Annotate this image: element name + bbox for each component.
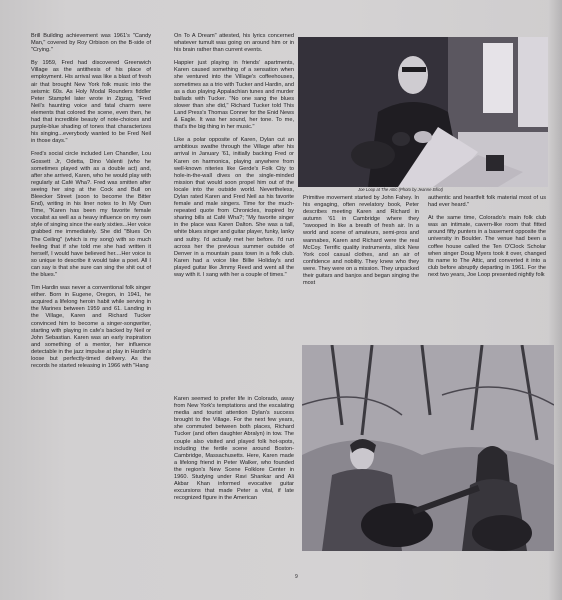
photo-man-pouring-coffee: [298, 37, 548, 187]
page-number: 9: [295, 574, 298, 580]
text-column-4: [428, 195, 546, 285]
photo-couple-with-guitars: [302, 345, 554, 551]
paragraph: Fred's social circle included Len Chandler, Lou Gossett Jr, Odetta, Dino Valenti (who he sometimes played with as a double act) and, after she arrived, Karen, who he would play with regularly at Café Wha?. Fred was smitten after seeing her sing at the Cock and Bull on Bleecker Street (soon to become the Bitter End), writing in his liner notes to In My Own Time, "Karen has been my favorite female vocalist as well as a heavy influence on my own style of singing since the early sixties...Her voice grabbed me immediately. She did "Blues On The Ceiling" (which is my song) with so much feeling that if she told me she had written it herself, I would have believed her....Her voice is so unique to describe it would take a poet. All I can say is that she sure can sing the shit out of the blues.": [31, 151, 152, 278]
paragraph: Primitive movement started by John Fahey. In his engaging, often revelatory book, Peter describes meeting Karen and Richard in autumn '61 in Cambridge where they "swooped in like a breath of fresh air. In a world and scene of amateurs, semi-pros and wannabes, Karen and Richard were the real McCoy. Terrific quality instruments, slick New York cool casual clothes, and an air of confidence and nobility. They knew who they were. They were on a mission. They unpacked their guitars and banjos and began singing the most: [303, 195, 419, 287]
paragraph: Like a polar opposite of Karen, Dylan cut an ambitious swathe through the Village after his arrival in January '61, initially backing Fred or Karen on harmonica, playing anywhere from well-known niteries like Gerde's Folk City to hole-in-the-wall dives on the single-minded mission that would soon propel him out of the locale into the outside world. Nevertheless, Dylan rated Karen and Fred Neil as his favorite female and male singers. Time for the much-repeated quote from Chronicles, inspired by sharing bills at Café Wha?; "My favorite singer in the place was Karen Dalton. She was a tall, white blues singer and guitar player, funky, lanky and sultry. I'd actually met her before. I'd run across her the previous summer outside of Denver in a mountain pass town in a folk club. Karen had a voice like Billie Holiday's and played guitar like Jimmy Reed and went all the way with it. I sang with her a couple of times.": [174, 137, 294, 278]
text-column-3: [303, 195, 419, 293]
paragraph: By 1959, Fred had discovered Greenwich Village as the antithesis of his place of employment. His arrival was like a blast of fresh air that brought New York folk music into the seismic 60s. As Holy Modal Rounders fiddler Peter Stampfel later wrote in Zigzag, "Fred Neil's haunting voice and fatal charm were elements that colored the scene, even then, he had that incredible beauty of note-choices and purple-blue shading of tones that characterizes his singing...everybody wanted to be Fred Neil in those days.": [31, 60, 151, 145]
photo-caption: Joe Loop at The Attic (Photo by Jeanne Elliot): [358, 187, 444, 192]
paragraph: Tim Hardin was never a conventional folk singer either. Born in Eugene, Oregon, in 1941, he acquired a lifelong heroin habit while serving in the Marines between 1959 and 61. Landing in the Village, Karen and Richard Tucker convinced him to become a singer-songwriter, starting with playing in cafe's backed by Neil or John Sebastian. Karen was an early inspiration and something of a mentor, her influence detectable in the jazz impulse at play in Hardin's loose but perfectly-timed delivery. As the records he started releasing in 1966 with "Hang: [31, 285, 151, 370]
paragraph: Brill Building achievement was 1961's "Candy Man," covered by Roy Orbison on the B-side of "Crying.": [31, 33, 151, 54]
paragraph: authentic and heartfelt folk material most of us had ever heard.": [428, 195, 546, 209]
paragraph: At the same time, Colorado's main folk club was an intimate, cavern-like room that fitted around fifty punters in a basement opposite the university in Boulder. The venue had been a coffee house called the Ten O'Clock Scholar when singer Doug Myers took it over, changed its name to The Attic, and converted it into a club before abruptly departing in 1961. For the next two years, Joe Loop presented nightly folk: [428, 215, 546, 278]
paragraph: Happier just playing in friends' apartments, Karen caused something of a sensation when she ventured into the Village's coffeehouses, sometimes as a trio with Tucker and Hardin, and as a duo playing Appalachian tunes and murder ballads with Tucker. "No one sang the blues slower than she did," Richard Tucker told This Land Press's Thomas Conner for the Enid News & Eagle. It was her sound, her tone. To me, that's the big thing in her music.": [174, 60, 294, 131]
paragraph: Karen seemed to prefer life in Colorado, away from New York's temptations and the escalating media and tourist attention Dylan's success brought to the Village. For the next few years, she commuted between both places, Richard Tucker (and often daughter Abralyn) in tow. The couple also visited and played folk hot-spots, including the fertile scene around Boston-Cambridge, Massachusetts. Here, Karen made a lifelong friend in Peter Walker, who founded the region's New Scene Folklore Center in 1960. Studying under Ravi Shankar and Ali Akbar Khan informed evocative guitar excursions that made Peter a vital, if late recognized figure in the American: [174, 396, 294, 502]
paragraph: On To A Dream" attested, his lyrics concerned whatever tumult was going on around him or in his brain rather than current events.: [174, 33, 294, 54]
text-column-2: [174, 33, 294, 285]
photo-illustration: [298, 37, 548, 187]
photo-illustration: [302, 345, 554, 551]
text-column-2-lower: [174, 396, 294, 508]
text-column-1: [31, 33, 151, 376]
